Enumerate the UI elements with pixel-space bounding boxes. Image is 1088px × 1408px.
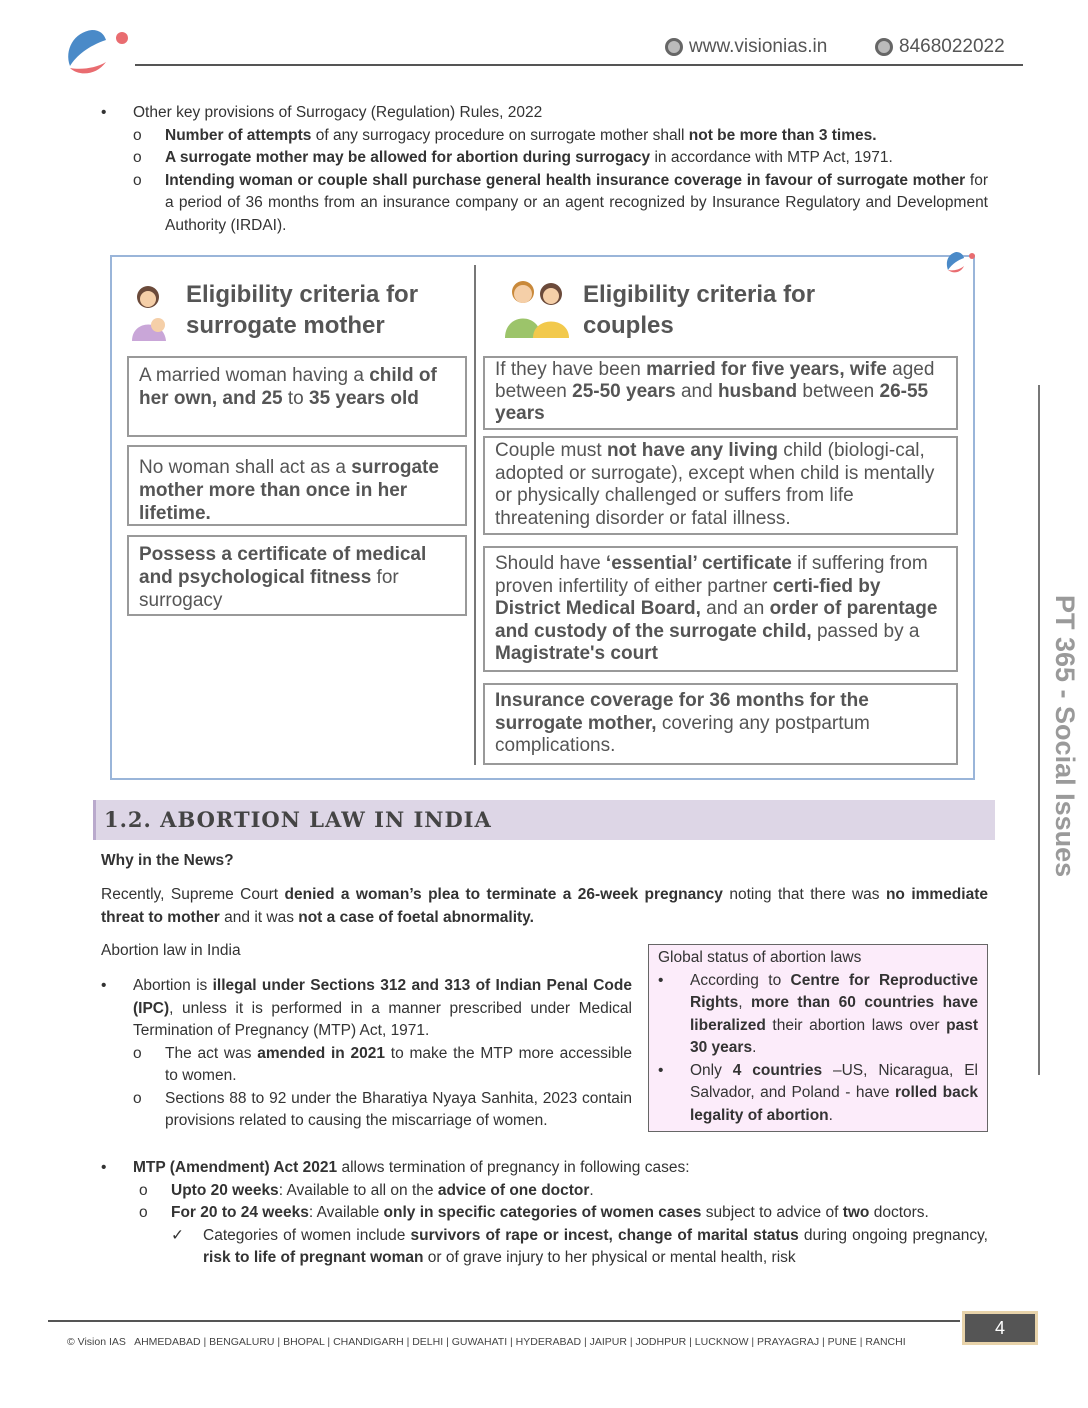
text-segment: more than 60 countries have liberalized xyxy=(690,994,978,1034)
list-item xyxy=(101,1157,988,1180)
text-segment: subject to advice of xyxy=(701,1204,843,1221)
text-segment: Should have xyxy=(495,553,606,574)
item-text xyxy=(165,127,877,144)
text-segment: no immediate threat to mother xyxy=(101,886,988,926)
text-segment: certi-fied by District Medical Board, xyxy=(495,575,881,619)
bullet-icon: o xyxy=(139,1181,148,1199)
text-segment: allows termination of pregnancy in following cases: xyxy=(337,1159,690,1176)
list-item xyxy=(139,1180,988,1203)
criteria-card xyxy=(127,535,467,616)
text-segment: Upto 20 weeks xyxy=(171,1181,279,1199)
list-item xyxy=(139,1202,988,1225)
text-segment: 35 years old xyxy=(309,388,419,409)
item-text xyxy=(203,1227,988,1267)
text-segment: Couple must xyxy=(495,440,607,461)
text-segment: to xyxy=(282,388,309,409)
section-title: 1.2. ABORTION LAW IN INDIA xyxy=(104,807,492,832)
text-segment: Abortion is xyxy=(133,977,213,994)
left-title: Eligibility criteria for surrogate mother xyxy=(186,281,419,339)
text-segment: . xyxy=(589,1181,594,1199)
item-text xyxy=(171,1182,594,1199)
why-heading: Why in the News? xyxy=(101,852,234,869)
text-segment: surrogate mother more than once in her lifetime. xyxy=(139,457,439,524)
sidebar-divider xyxy=(1038,385,1040,1075)
text-segment: doctors. xyxy=(869,1204,929,1221)
text-segment: survivors of rape or incest, change of marital status xyxy=(410,1226,799,1244)
section-heading xyxy=(93,800,995,840)
text-segment: married for five years, wife xyxy=(646,359,887,380)
text-segment: The act was xyxy=(165,1044,258,1062)
text-segment: MTP (Amendment) Act 2021 xyxy=(133,1159,338,1176)
page-number: 4 xyxy=(962,1311,1038,1345)
criteria-card xyxy=(483,436,958,535)
phone-icon xyxy=(875,38,893,56)
text-segment: illegal under Sections 312 and 313 of Indian Penal Code (IPC) xyxy=(133,977,632,1017)
item-text xyxy=(133,1159,690,1176)
check-icon: ✓ xyxy=(171,1226,184,1244)
city-list: AHMEDABAD | BENGALURU | BHOPAL | CHANDIGARH | DELHI | GUWAHATI | HYDERABAD | JAIPUR | JODHPUR | LUCKNOW | PRAYAGRAJ | PUNE | RANCHI xyxy=(134,1336,906,1348)
text-segment: their abortion laws over xyxy=(765,1016,947,1034)
text-segment: risk to life of pregnant woman xyxy=(203,1249,424,1266)
column-divider xyxy=(474,265,476,765)
law-heading: Abortion law in India xyxy=(101,942,241,959)
bullet-icon: o xyxy=(133,149,142,166)
bullet-icon: • xyxy=(101,1159,107,1176)
box-title: Global status of abortion laws xyxy=(658,949,862,966)
text-segment: Recently, Supreme Court xyxy=(101,886,285,903)
text-segment: Magistrate's court xyxy=(495,643,658,664)
right-title: Eligibility criteria for couples xyxy=(583,281,816,339)
website-url[interactable]: www.visionias.in xyxy=(689,36,828,57)
footer-divider xyxy=(48,1320,960,1322)
list-item xyxy=(133,1088,632,1133)
footer-text xyxy=(67,1336,906,1348)
text-segment: passed by a xyxy=(811,620,920,642)
bullet-icon: • xyxy=(101,104,107,121)
text-segment: Intending woman or couple shall purchase general health insurance coverage in favour of surrogate mother xyxy=(165,171,966,189)
phone-contact xyxy=(875,36,1005,58)
intro-list xyxy=(101,102,988,237)
text-segment: amended in 2021 xyxy=(257,1044,386,1062)
text-segment: of any surrogacy procedure on surrogate mother shall xyxy=(311,126,689,144)
item-text xyxy=(165,172,988,234)
couple-icon xyxy=(503,276,569,343)
text-segment: A married woman having a xyxy=(139,365,370,386)
item-text xyxy=(133,977,632,1039)
text-segment: and xyxy=(675,381,718,402)
bullet-icon: o xyxy=(133,1089,142,1107)
text-segment: A surrogate mother may be allowed for abortion during surrogacy xyxy=(165,149,651,166)
criteria-card xyxy=(483,356,958,430)
text-segment: 26-55 years xyxy=(495,381,929,424)
text-segment: Centre for Reproductive Rights xyxy=(690,971,979,1011)
text-segment: not be more than 3 times. xyxy=(688,126,877,144)
item-text xyxy=(165,1090,632,1130)
vision-ias-logo xyxy=(62,26,134,78)
text-segment: or of grave injury to her physical or mental health, risk xyxy=(423,1249,796,1266)
list-item xyxy=(101,102,988,125)
small-logo-icon xyxy=(944,250,976,279)
why-paragraph xyxy=(101,884,988,929)
text-segment: Insurance coverage for 36 months for the surrogate mother, xyxy=(495,690,869,734)
law-list xyxy=(101,975,633,1157)
text-segment: Categories of women include xyxy=(203,1226,411,1244)
text-segment: child (biologi-cal, adopted or surrogate), except when child is mentally or physically challenged or suffers from life threatening disorder or fatal illness. xyxy=(495,440,935,529)
text-segment: No woman shall act as a xyxy=(139,457,352,478)
text-segment: . xyxy=(752,1039,757,1056)
text-segment: According to xyxy=(690,971,791,989)
globe-icon xyxy=(665,38,683,56)
item-text xyxy=(165,149,893,166)
list-item xyxy=(133,1043,633,1088)
intro-heading: Other key provisions of Surrogacy (Regulation) Rules, 2022 xyxy=(133,104,543,121)
criteria-card xyxy=(127,356,467,437)
text-segment: : Available to all on the xyxy=(278,1181,438,1199)
text-segment: past 30 years xyxy=(690,1016,978,1056)
bullet-icon: o xyxy=(133,171,142,189)
text-segment: for a period of 36 months from an insurance company or an agent recognized by Insurance Regulatory and Development Authority (IRDAI). xyxy=(165,171,988,234)
mother-icon xyxy=(126,283,174,348)
text-segment: in accordance with MTP Act, 1971. xyxy=(650,149,893,166)
item-text xyxy=(165,1045,632,1085)
text-segment: not a case of foetal abnormality. xyxy=(298,908,534,926)
text-segment: two xyxy=(842,1204,870,1221)
text-segment: advice of one doctor xyxy=(437,1181,590,1199)
bullet-icon: o xyxy=(133,1044,142,1062)
text-segment: , unless it is performed in a manner prescribed under Medical Termination of Pregnancy (MTP) Act, 1971. xyxy=(133,999,632,1039)
text-segment: and it was xyxy=(219,908,299,926)
bullet-icon: • xyxy=(658,971,664,989)
text-segment: denied a woman’s plea to terminate a 26-week pregnancy xyxy=(284,886,723,903)
text-segment: Number of attempts xyxy=(165,126,312,144)
text-segment: If they have been xyxy=(495,359,647,380)
list-item xyxy=(171,1225,988,1270)
text-segment: during ongoing pregnancy, xyxy=(798,1226,988,1244)
item-text xyxy=(171,1204,929,1221)
text-segment: if suffering from proven infertility of either partner xyxy=(495,553,928,597)
list-item xyxy=(101,975,632,1043)
criteria-card xyxy=(483,683,958,765)
text-segment: for surrogacy xyxy=(139,567,399,611)
list-item xyxy=(133,147,988,170)
text-segment: and an xyxy=(700,598,770,619)
text-segment: . xyxy=(828,1106,833,1124)
text-segment: only in specific categories of women cases xyxy=(383,1204,702,1221)
bullet-icon: o xyxy=(139,1204,148,1221)
text-segment: Possess a certificate of medical and psychological fitness xyxy=(139,544,427,588)
criteria-card xyxy=(127,445,467,526)
text-segment: aged between xyxy=(495,359,935,402)
text-segment: child of her own, and 25 xyxy=(139,365,437,409)
criteria-card xyxy=(483,546,958,672)
text-segment: to make the MTP more accessible to women. xyxy=(165,1044,633,1084)
header-divider xyxy=(135,64,1023,66)
text-segment: rolled back legality of abortion xyxy=(690,1084,978,1124)
text-segment: 4 countries xyxy=(732,1061,823,1079)
vertical-title: PT 365 - Social Issues xyxy=(1050,595,1080,878)
bullet-icon: • xyxy=(101,977,107,994)
text-segment: –US, Nicaragua, El Salvador, and Poland - have xyxy=(690,1061,978,1101)
copyright: © Vision IAS xyxy=(67,1336,126,1348)
phone-number: 8468022022 xyxy=(899,36,1005,57)
list-item xyxy=(133,170,988,238)
list-item xyxy=(133,125,988,148)
text-segment: Sections 88 to 92 under the Bharatiya Nyaya Sanhita, 2023 contain provisions related to causing the miscarriage of women. xyxy=(165,1089,632,1129)
mtp-list xyxy=(101,1157,988,1270)
text-segment: For 20 to 24 weeks xyxy=(171,1204,309,1221)
text-segment: covering any postpartum complications. xyxy=(495,712,870,756)
bullet-icon: o xyxy=(133,126,142,144)
bullet-icon: • xyxy=(658,1061,664,1079)
text-segment: not have any living xyxy=(606,440,778,461)
text-segment: between xyxy=(797,381,880,402)
text-segment: husband xyxy=(717,381,798,402)
text-segment: , xyxy=(738,994,752,1011)
text-segment: : Available xyxy=(308,1204,384,1221)
text-segment: order of parentage and custody of the surrogate child, xyxy=(495,598,938,642)
lower-content xyxy=(101,975,988,1270)
text-segment: Only xyxy=(690,1061,733,1079)
text-segment: noting that there was xyxy=(722,886,886,903)
text-segment: 25-50 years xyxy=(572,381,676,402)
text-segment: ‘essential’ certificate xyxy=(605,553,792,574)
website-contact xyxy=(665,36,827,58)
